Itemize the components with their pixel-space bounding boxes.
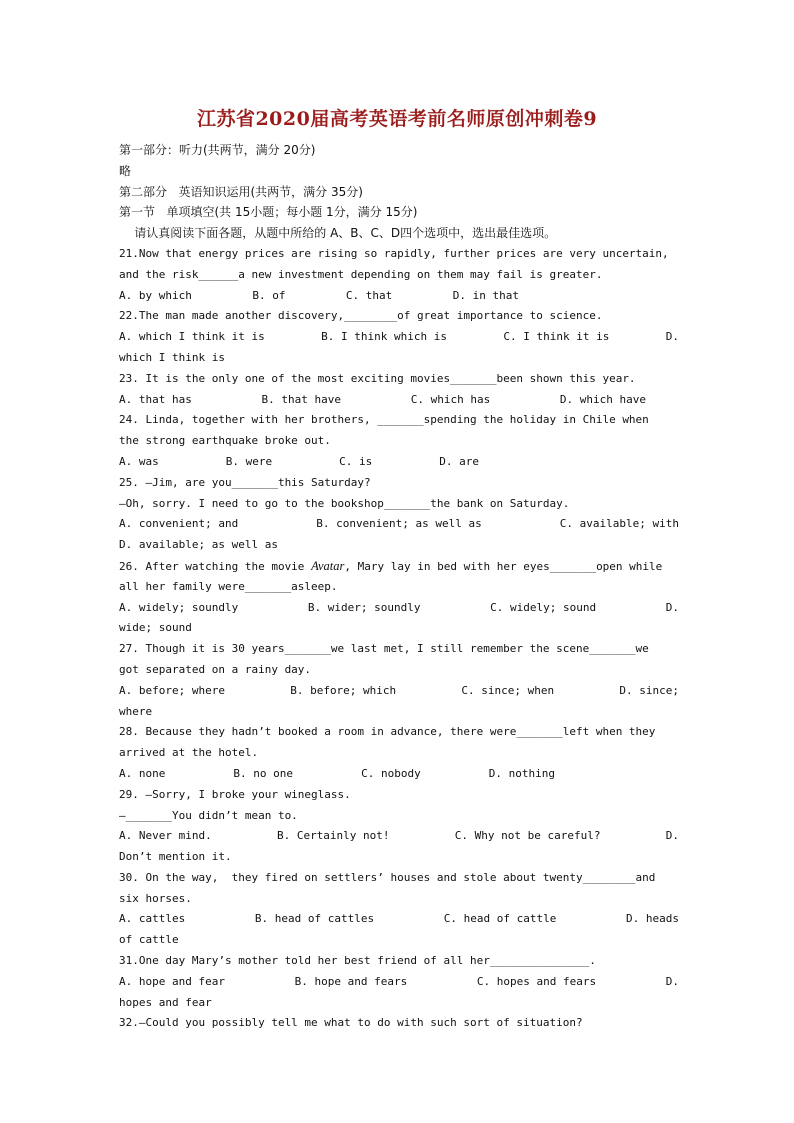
question-29-line4: Don’t mention it. bbox=[119, 850, 232, 864]
question-22-line3: which I think is bbox=[119, 350, 225, 364]
option-b: B. convenient; as well as bbox=[316, 517, 482, 531]
question-30-line4: of cattle bbox=[119, 933, 179, 947]
option-b: B. head of cattles bbox=[254, 912, 375, 926]
question-27-line4: where bbox=[119, 704, 153, 718]
question-25-options bbox=[119, 514, 679, 535]
question-24-options bbox=[119, 452, 479, 473]
question-21-line1: 21.Now that energy prices are rising so rapidly, further prices are very uncertain, bbox=[119, 246, 669, 260]
option-c: C. hopes and fears bbox=[476, 974, 597, 988]
question-28-line2: arrived at the hotel. bbox=[119, 746, 259, 760]
option-d: D. are bbox=[439, 454, 479, 468]
option-c: C. that bbox=[345, 288, 393, 302]
question-28-options bbox=[119, 764, 555, 785]
question-30-line2: six horses. bbox=[119, 891, 192, 905]
question-21-line2: and the risk______a new investment depending on them may fail is greater. bbox=[119, 267, 603, 281]
option-d: D. bbox=[665, 600, 679, 614]
option-d: D. which have bbox=[559, 392, 646, 406]
option-c: C. since; when bbox=[461, 683, 555, 697]
option-b: B. Certainly not! bbox=[276, 829, 390, 843]
option-c: C. is bbox=[339, 454, 373, 468]
question-26-line4: wide; sound bbox=[119, 621, 192, 635]
option-c: C. head of cattle bbox=[443, 912, 557, 926]
option-c: C. widely; sound bbox=[490, 600, 597, 614]
question-26-post: , Mary lay in bed with her eyes_______open while bbox=[344, 559, 663, 573]
option-a: A. was bbox=[119, 454, 159, 468]
option-d: D. nothing bbox=[488, 766, 555, 780]
question-30-line1: 30. On the way, they fired on settlers’ houses and stole about twenty________and bbox=[119, 870, 656, 884]
option-b: B. no one bbox=[233, 766, 294, 780]
question-25-line2: —Oh, sorry. I need to go to the bookshop_______the bank on Saturday. bbox=[119, 496, 570, 510]
option-b: B. that have bbox=[261, 392, 342, 406]
part1-heading: 第一部分：听力(共两节，满分 20分) bbox=[119, 143, 316, 157]
question-31-options bbox=[119, 972, 679, 993]
question-30-options bbox=[119, 909, 679, 930]
option-b: B. of bbox=[252, 288, 286, 302]
option-b: B. wider; soundly bbox=[307, 600, 421, 614]
question-23-line1: 23. It is the only one of the most exciting movies_______been shown this year. bbox=[119, 371, 636, 385]
option-d: D. in that bbox=[452, 288, 519, 302]
question-29-line1: 29. —Sorry, I broke your wineglass. bbox=[119, 787, 351, 801]
section1-heading: 第一节 单项填空(共 15小题；每小题 1分，满分 15分) bbox=[119, 205, 418, 220]
option-a: A. widely; soundly bbox=[119, 600, 239, 614]
part2-heading: 第二部分 英语知识运用(共两节，满分 35分) bbox=[119, 184, 363, 199]
option-a: A. that has bbox=[119, 392, 192, 406]
option-d: D. bbox=[665, 330, 679, 344]
question-26-line2: all her family were_______asleep. bbox=[119, 579, 338, 593]
question-28-line1: 28. Because they hadn’t booked a room in advance, there were_______left when they bbox=[119, 725, 656, 739]
option-a: A. before; where bbox=[119, 683, 225, 697]
option-c: C. nobody bbox=[361, 766, 421, 780]
option-a: A. Never mind. bbox=[119, 829, 212, 843]
option-c: C. available; with bbox=[559, 517, 679, 531]
question-27-options bbox=[119, 681, 679, 702]
question-32-line1: 32.—Could you possibly tell me what to do with such sort of situation? bbox=[119, 1016, 583, 1030]
question-31-line1: 31.One day Mary’s mother told her best friend of all her_______________. bbox=[119, 954, 596, 968]
question-21-options bbox=[119, 286, 519, 307]
question-25-line1: 25. —Jim, are you_______this Saturday? bbox=[119, 475, 371, 489]
question-24-line1: 24. Linda, together with her brothers, _______spending the holiday in Chile when bbox=[119, 413, 649, 427]
question-22-options bbox=[119, 327, 679, 348]
page-title: 江苏省2020届高考英语考前名师原创冲刺卷9 bbox=[196, 108, 598, 130]
option-d: D. bbox=[665, 829, 679, 843]
option-c: C. I think it is bbox=[503, 330, 610, 344]
movie-title: Avatar bbox=[311, 558, 345, 573]
option-b: B. were bbox=[225, 454, 273, 468]
question-22-line1: 22.The man made another discovery,________of great importance to science. bbox=[119, 309, 603, 323]
question-31-line3: hopes and fear bbox=[119, 995, 212, 1009]
option-a: A. hope and fear bbox=[119, 974, 225, 988]
exam-content bbox=[119, 140, 679, 1034]
option-d: D. bbox=[665, 974, 679, 988]
question-24-line2: the strong earthquake broke out. bbox=[119, 434, 331, 448]
question-26-pre: 26. After watching the movie bbox=[119, 559, 312, 573]
option-c: C. Why not be careful? bbox=[454, 829, 601, 843]
instruction: 请认真阅读下面各题，从题中所给的 A、B、C、D四个选项中，选出最佳选项。 bbox=[119, 226, 557, 241]
question-23-options bbox=[119, 390, 646, 411]
question-29-line2: —_______You didn’t mean to. bbox=[119, 808, 298, 822]
question-26-line1 bbox=[119, 556, 679, 577]
option-a: A. cattles bbox=[119, 912, 186, 926]
question-29-options bbox=[119, 826, 679, 847]
option-b: B. before; which bbox=[290, 683, 397, 697]
option-c: C. which has bbox=[410, 392, 491, 406]
option-a: A. convenient; and bbox=[119, 517, 239, 531]
option-a: A. by which bbox=[119, 288, 192, 302]
question-26-options bbox=[119, 598, 679, 619]
part1-note: 略 bbox=[119, 163, 132, 178]
question-25-option-d: D. available; as well as bbox=[119, 538, 278, 552]
option-d: D. since; bbox=[619, 683, 679, 697]
option-a: A. none bbox=[119, 766, 166, 780]
option-b: B. I think which is bbox=[321, 330, 447, 344]
option-b: B. hope and fears bbox=[294, 974, 408, 988]
question-27-line1: 27. Though it is 30 years_______we last met, I still remember the scene_______we bbox=[119, 642, 649, 656]
question-27-line2: got separated on a rainy day. bbox=[119, 662, 312, 676]
option-a: A. which I think it is bbox=[119, 330, 265, 344]
option-d: D. heads bbox=[626, 912, 679, 926]
